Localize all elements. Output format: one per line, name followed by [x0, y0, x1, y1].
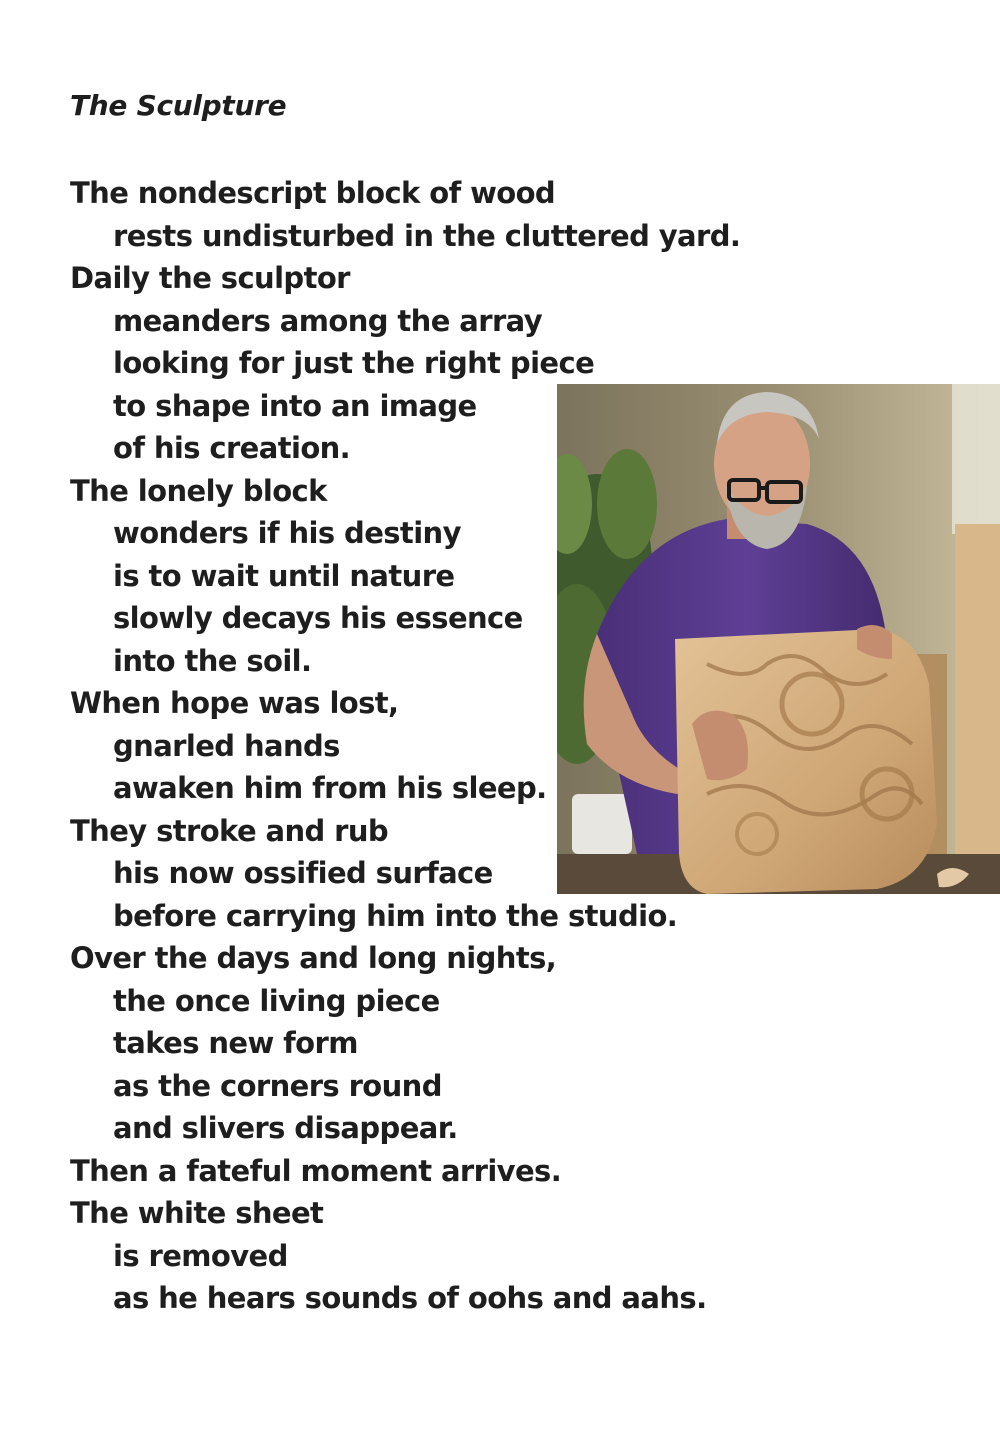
poem-line: wonders if his destiny — [113, 516, 461, 550]
poem-line: The nondescript block of wood — [70, 176, 556, 210]
poem-line: before carrying him into the studio. — [113, 898, 678, 933]
sculptor-photo — [557, 384, 1000, 894]
poem-line: Daily the sculptor — [70, 261, 350, 295]
poem-line: awaken him from his sleep. — [113, 771, 547, 805]
poem-line: The lonely block — [70, 473, 327, 508]
poem-line: of his creation. — [113, 431, 351, 465]
poem-line: his now ossified surface — [113, 856, 493, 890]
poem-line: They stroke and rub — [70, 813, 389, 848]
poem-line: Then a fateful moment arrives. — [70, 1153, 562, 1188]
wood-panel — [955, 524, 1000, 854]
poem-line: is to wait until nature — [113, 558, 455, 593]
poem-line: slowly decays his essence — [113, 601, 523, 635]
window-light — [952, 384, 1000, 534]
poem-line: takes new form — [113, 1026, 358, 1060]
poem-line: and slivers disappear. — [113, 1111, 458, 1145]
poem-line: gnarled hands — [113, 728, 340, 763]
poem-line: the once living piece — [113, 983, 440, 1018]
poem-line: Over the days and long nights, — [70, 941, 557, 975]
poem-line: into the soil. — [113, 643, 312, 678]
poem-line: looking for just the right piece — [113, 346, 595, 380]
poem-line: The white sheet — [70, 1196, 324, 1230]
poem-line: meanders among the array — [113, 303, 543, 338]
poem-line: rests undisturbed in the cluttered yard. — [113, 218, 741, 253]
sculptor-illustration — [557, 384, 1000, 894]
poem-title: The Sculpture — [70, 89, 287, 122]
poem-line: as he hears sounds of oohs and aahs. — [113, 1281, 707, 1315]
poem-line: is removed — [113, 1238, 288, 1273]
poem-line: to shape into an image — [113, 388, 477, 423]
poem-line: as the corners round — [113, 1068, 442, 1103]
poem-line: When hope was lost, — [70, 686, 399, 720]
